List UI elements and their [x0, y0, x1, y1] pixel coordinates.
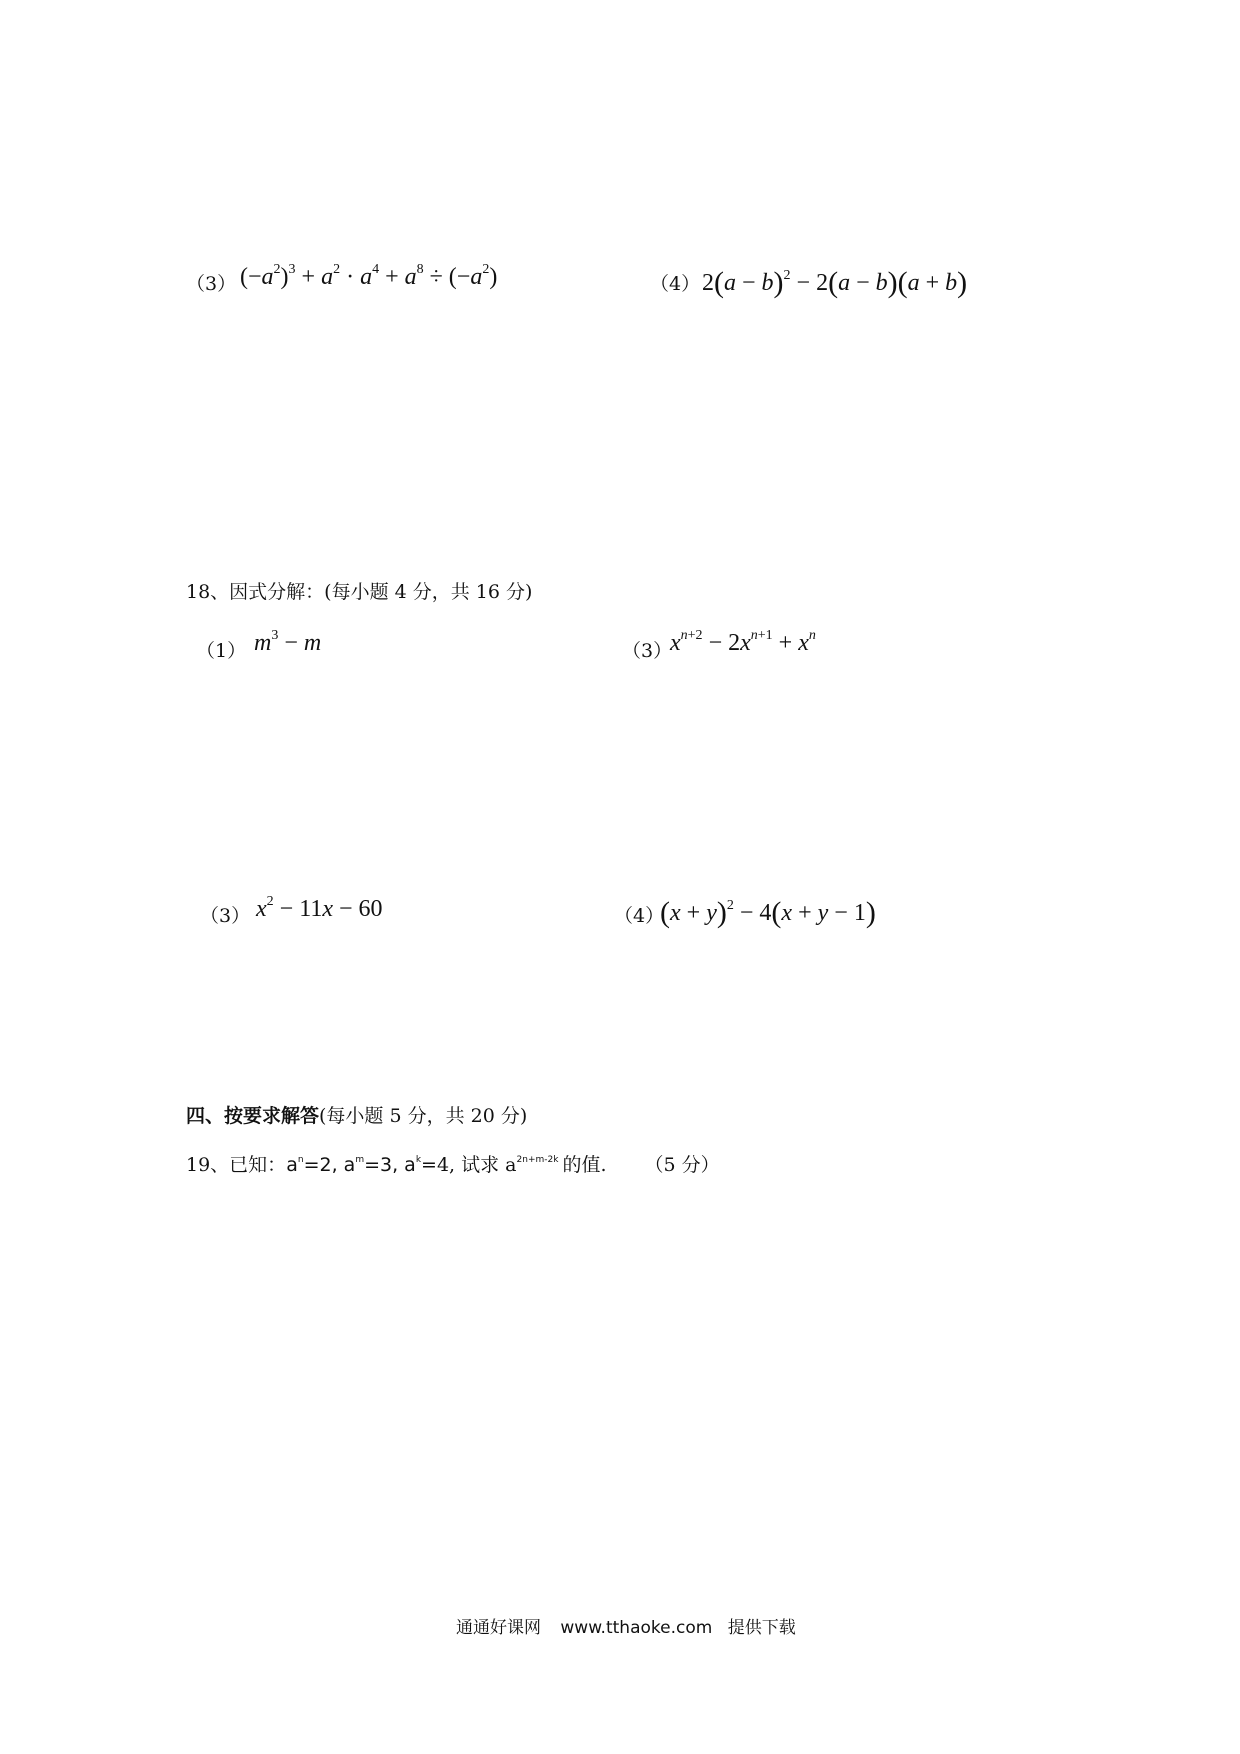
expression-18-4: $(x + y)^2 - 4(x + y - 1)$: [660, 896, 876, 929]
problem-18-heading: 18、因式分解：(每小题 4 分，共 16 分): [186, 581, 533, 603]
item-label-17-4: （4）: [650, 273, 701, 295]
problem-19-cond-a: a: [286, 1154, 298, 1176]
expression-17-3: $(-a^2)^3 + a^2 \cdot a^4 + a^8 \div (-a^2)$: [240, 262, 498, 290]
expression-18-2: $x^{n+2} - 2x^{n+1} + x^n$: [670, 628, 816, 656]
section-4-title: 四、按要求解答: [186, 1105, 320, 1127]
item-label-18-4: （4）: [614, 905, 665, 927]
footer-url[interactable]: www.tthaoke.com: [560, 1618, 713, 1638]
section-4-note: (每小题 5 分，共 20 分): [319, 1105, 528, 1127]
problem-19-eq2: =3, a: [364, 1154, 416, 1176]
problem-19-eq1: =2,: [303, 1154, 344, 1176]
expression-18-1: $m^3 - m$: [254, 628, 322, 656]
footer-site-name: 通通好课网: [456, 1618, 541, 1638]
expression-17-4: $2(a - b)^2 - 2(a - b)(a + b)$: [702, 266, 968, 299]
problem-19-exponent: 2n+m-2k: [516, 1155, 559, 1165]
expression-18-3: $x^2 - 11x - 60$: [256, 894, 383, 922]
problem-19-sup-k: k: [415, 1155, 422, 1165]
item-label-18-1: （1）: [196, 640, 247, 662]
section-4-heading: [186, 1101, 527, 1128]
item-label-17-3: （3）: [186, 273, 237, 295]
problem-19: 19、已知：$a^n=2$, $a^m=3$, $a^k=4$, 试求 $a^{2n+m-2k}$ 的值. （5 分）: [186, 1154, 720, 1176]
problem-19-eq3: =4, 试求 a: [421, 1154, 517, 1176]
footer: [456, 1613, 796, 1638]
footer-suffix: 提供下载: [727, 1618, 796, 1638]
item-label-18-2: （3）: [622, 640, 673, 662]
problem-19-points: （5 分）: [644, 1154, 720, 1176]
problem-19-sup-n: n: [297, 1155, 304, 1165]
problem-19-number: 19、已知：: [186, 1154, 287, 1176]
problem-19-tail: 的值.: [562, 1154, 607, 1176]
item-label-18-3: （3）: [200, 905, 251, 927]
problem-19-sup-m: m: [355, 1155, 365, 1165]
